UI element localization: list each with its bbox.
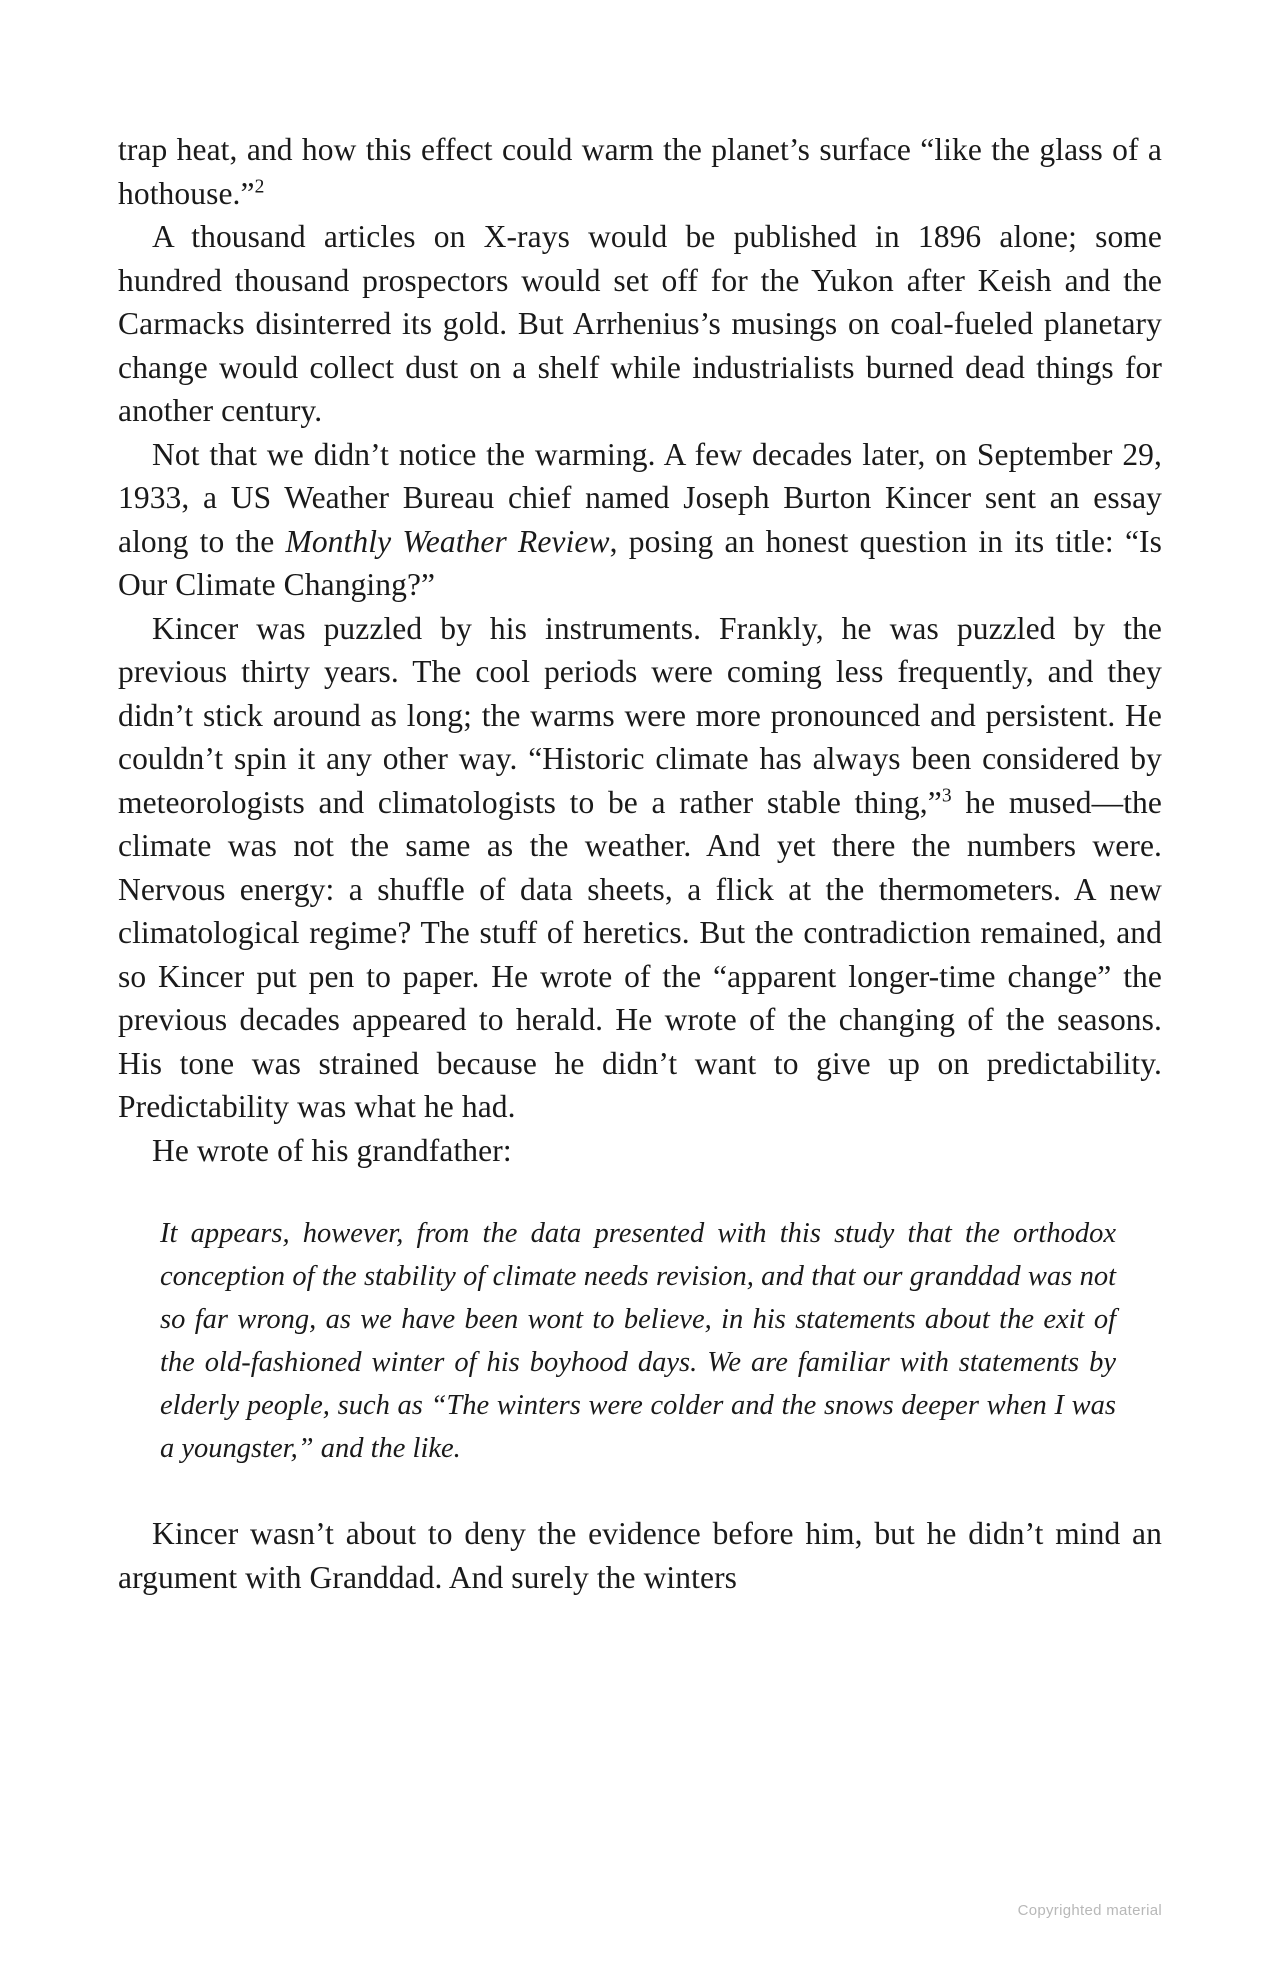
paragraph-continuation: trap heat, and how this effect could warm the planet’s surface “like the glass of a hothouse.”$^2$ [118, 132, 1162, 211]
blockquote-container [118, 1212, 1162, 1470]
paragraph-kincer-puzzled: Kincer was puzzled by his instruments. Frankly, he was puzzled by the previous thirty years. The cool periods were coming less frequently, and they didn’t stick around as long; the warms were more pronounced and persistent. He couldn’t spin it any other way. “Historic climate has always been considered by meteorologists and climatologists to be a rather stable thing,”$^3$ he mused—the climate was not the same as the weather. And yet there the numbers were. Nervous energy: a shuffle of data sheets, a flick at the thermometers. A new climatological regime? The stuff of heretics. But the contradiction remained, and so Kincer put pen to paper. He wrote of the “apparent longer-time change” the previous decades appeared to herald. He wrote of the changing of the seasons. His tone was strained because he didn’t want to give up on predictability. Predictability was what he had. [118, 610, 1162, 1124]
blockquote-kincer: It appears, however, from the data presented with this study that the orthodox conception of the stability of climate needs revision, and that our granddad was not so far wrong, as we have been wont to believe, in his statements about the exit of the old-fashioned winter of his boyhood days. We are familiar with statements by elderly people, such as “The winters were colder and the snows deeper when I was a youngster,” and the like. [160, 1218, 1116, 1464]
paragraph-closing: Kincer wasn’t about to deny the evidence before him, but he didn’t mind an argument with Granddad. And surely the winters [118, 1516, 1162, 1595]
copyright-notice: Copyrighted material [1017, 1902, 1162, 1919]
paragraph-xrays: A thousand articles on X-rays would be published in 1896 alone; some hundred thousand prospectors would set off for the Yukon after Keish and the Carmacks disinterred its gold. But Arrhenius’s musings on coal-fueled planetary change would collect dust on a shelf while industrialists burned dead things for another century. [118, 219, 1162, 428]
footnote-marker: 3 [941, 785, 952, 806]
paragraph-grandfather-lead: He wrote of his grandfather: [152, 1132, 512, 1168]
footnote-marker: 2 [254, 176, 265, 197]
text-column [118, 128, 1162, 1599]
italic-title: Monthly Weather Review [285, 523, 610, 559]
paragraph-kincer-essay: Not that we didn’t notice the warming. A few decades later, on September 29, 1933, a US Weather Bureau chief named Joseph Burton Kincer sent an essay along to the Monthly Weather Review, posing an honest question in its title: “Is Our Climate Changing?” [118, 436, 1162, 602]
